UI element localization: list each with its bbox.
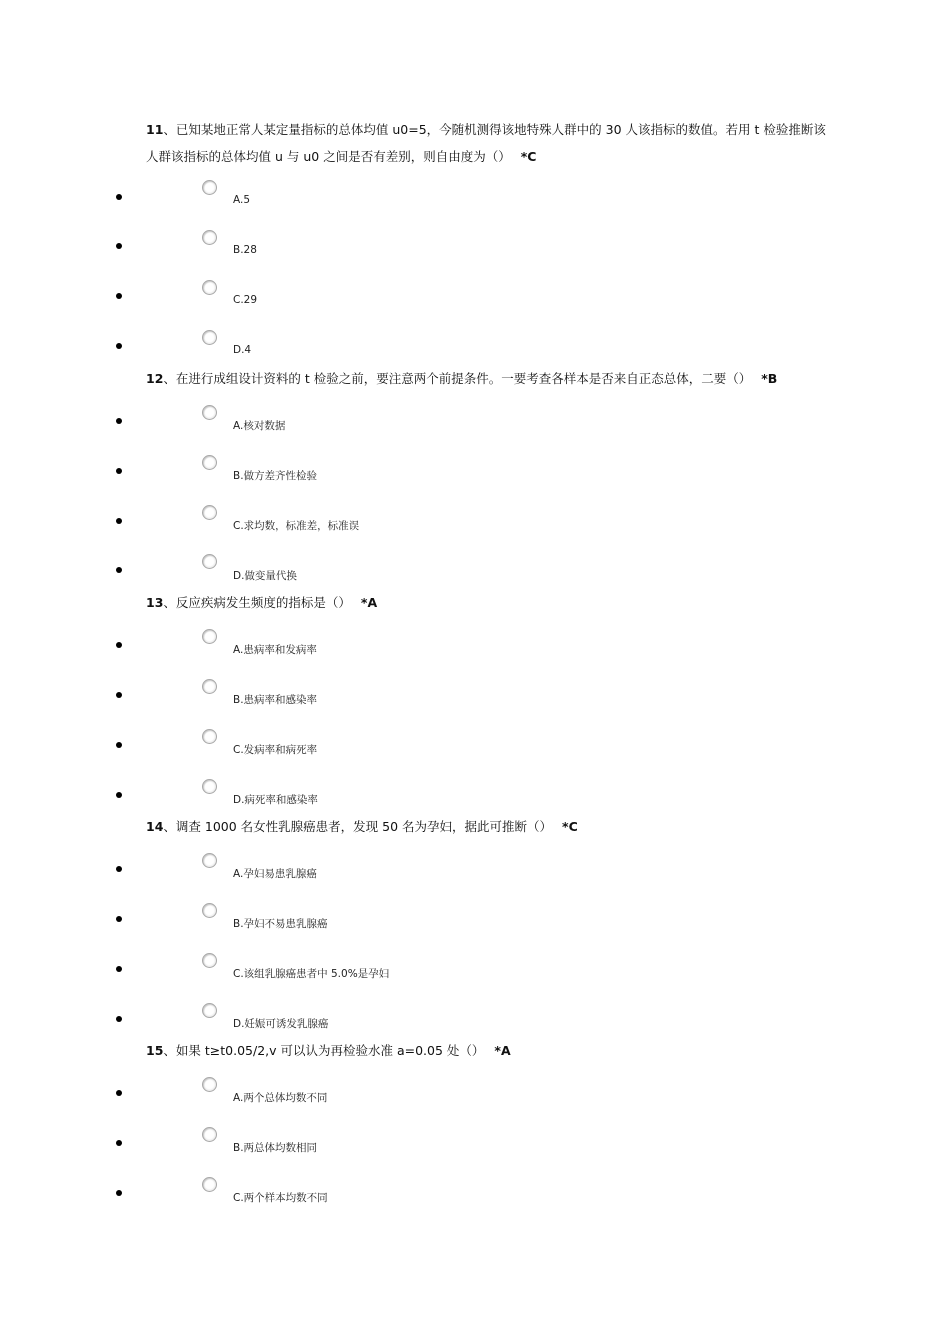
radio-option-d[interactable]	[202, 554, 217, 569]
question-number: 11	[146, 122, 164, 137]
bullet	[116, 293, 122, 299]
radio-option-b[interactable]	[202, 679, 217, 694]
bullet	[116, 792, 122, 798]
radio-option-c[interactable]	[202, 729, 217, 744]
bullet	[116, 343, 122, 349]
bullet	[116, 692, 122, 698]
radio-option-a[interactable]	[202, 1077, 217, 1092]
radio-option-b[interactable]	[202, 1127, 217, 1142]
question-12	[146, 365, 826, 392]
option-label: B.患病率和感染率	[233, 694, 318, 706]
radio-option-c[interactable]	[202, 505, 217, 520]
answer-key: *C	[520, 149, 537, 164]
question-number: 15	[146, 1043, 164, 1058]
question-number: 12	[146, 371, 164, 386]
bullet	[116, 1190, 122, 1196]
radio-option-d[interactable]	[202, 1003, 217, 1018]
option-label: B.做方差齐性检验	[233, 470, 318, 482]
option-label: C.该组乳腺癌患者中 5.0%是孕妇	[233, 968, 390, 980]
radio-option-a[interactable]	[202, 405, 217, 420]
answer-key: *A	[360, 595, 378, 610]
bullet	[116, 642, 122, 648]
answer-key: *A	[494, 1043, 511, 1058]
option-label: A.核对数据	[233, 420, 286, 432]
question-14	[146, 813, 826, 840]
question-15	[146, 1037, 826, 1064]
radio-option-a[interactable]	[202, 629, 217, 644]
question-text: 、反应疾病发生频度的指标是（）	[163, 595, 351, 610]
bullet	[116, 742, 122, 748]
option-label: B.孕妇不易患乳腺癌	[233, 918, 328, 930]
option-label: A.5	[233, 194, 251, 206]
question-text: 、如果 t≥t0.05/2,v 可以认为再检验水准 a=0.05 处（）	[163, 1043, 485, 1058]
radio-option-c[interactable]	[202, 280, 217, 295]
option-label: D.妊娠可诱发乳腺癌	[233, 1018, 329, 1030]
radio-option-b[interactable]	[202, 230, 217, 245]
option-label: C.求均数，标准差，标准误	[233, 520, 360, 532]
radio-option-b[interactable]	[202, 903, 217, 918]
option-label: B.两总体均数相同	[233, 1142, 318, 1154]
radio-option-d[interactable]	[202, 779, 217, 794]
bullet	[116, 1140, 122, 1146]
bullet	[116, 916, 122, 922]
question-11	[146, 116, 826, 170]
option-label: A.患病率和发病率	[233, 644, 317, 656]
option-label: B.28	[233, 244, 257, 256]
question-number: 14	[146, 819, 164, 834]
answer-key: *C	[562, 819, 578, 834]
radio-option-b[interactable]	[202, 455, 217, 470]
bullet	[116, 468, 122, 474]
bullet	[116, 866, 122, 872]
bullet	[116, 1016, 122, 1022]
bullet	[116, 567, 122, 573]
bullet	[116, 194, 122, 200]
question-text: 、调查 1000 名女性乳腺癌患者，发现 50 名为孕妇，据此可推断（）	[163, 819, 553, 834]
bullet	[116, 1090, 122, 1096]
option-label: C.发病率和病死率	[233, 744, 318, 756]
radio-option-c[interactable]	[202, 953, 217, 968]
question-text: 、在进行成组设计资料的 t 检验之前，要注意两个前提条件。一要考查各样本是否来自正态总体，二要（）	[163, 371, 752, 386]
radio-option-a[interactable]	[202, 180, 217, 195]
question-text: 、已知某地正常人某定量指标的总体均值 u0=5，今随机测得该地特殊人群中的 30 人该指标的数值。若用 t 检验推断该人群该指标的总体均值 u 与 u0 之间是否有差别，则自由度为（）	[146, 122, 826, 164]
bullet	[116, 418, 122, 424]
answer-key: *B	[761, 371, 778, 386]
option-label: A.两个总体均数不同	[233, 1092, 328, 1104]
question-number: 13	[146, 595, 164, 610]
option-label: D.4	[233, 344, 252, 356]
option-label: C.两个样本均数不同	[233, 1192, 328, 1204]
bullet	[116, 518, 122, 524]
option-label: D.病死率和感染率	[233, 794, 318, 806]
option-label: D.做变量代换	[233, 570, 297, 582]
radio-option-c[interactable]	[202, 1177, 217, 1192]
option-label: C.29	[233, 294, 258, 306]
radio-option-d[interactable]	[202, 330, 217, 345]
bullet	[116, 243, 122, 249]
option-label: A.孕妇易患乳腺癌	[233, 868, 317, 880]
bullet	[116, 966, 122, 972]
radio-option-a[interactable]	[202, 853, 217, 868]
question-13	[146, 589, 826, 616]
